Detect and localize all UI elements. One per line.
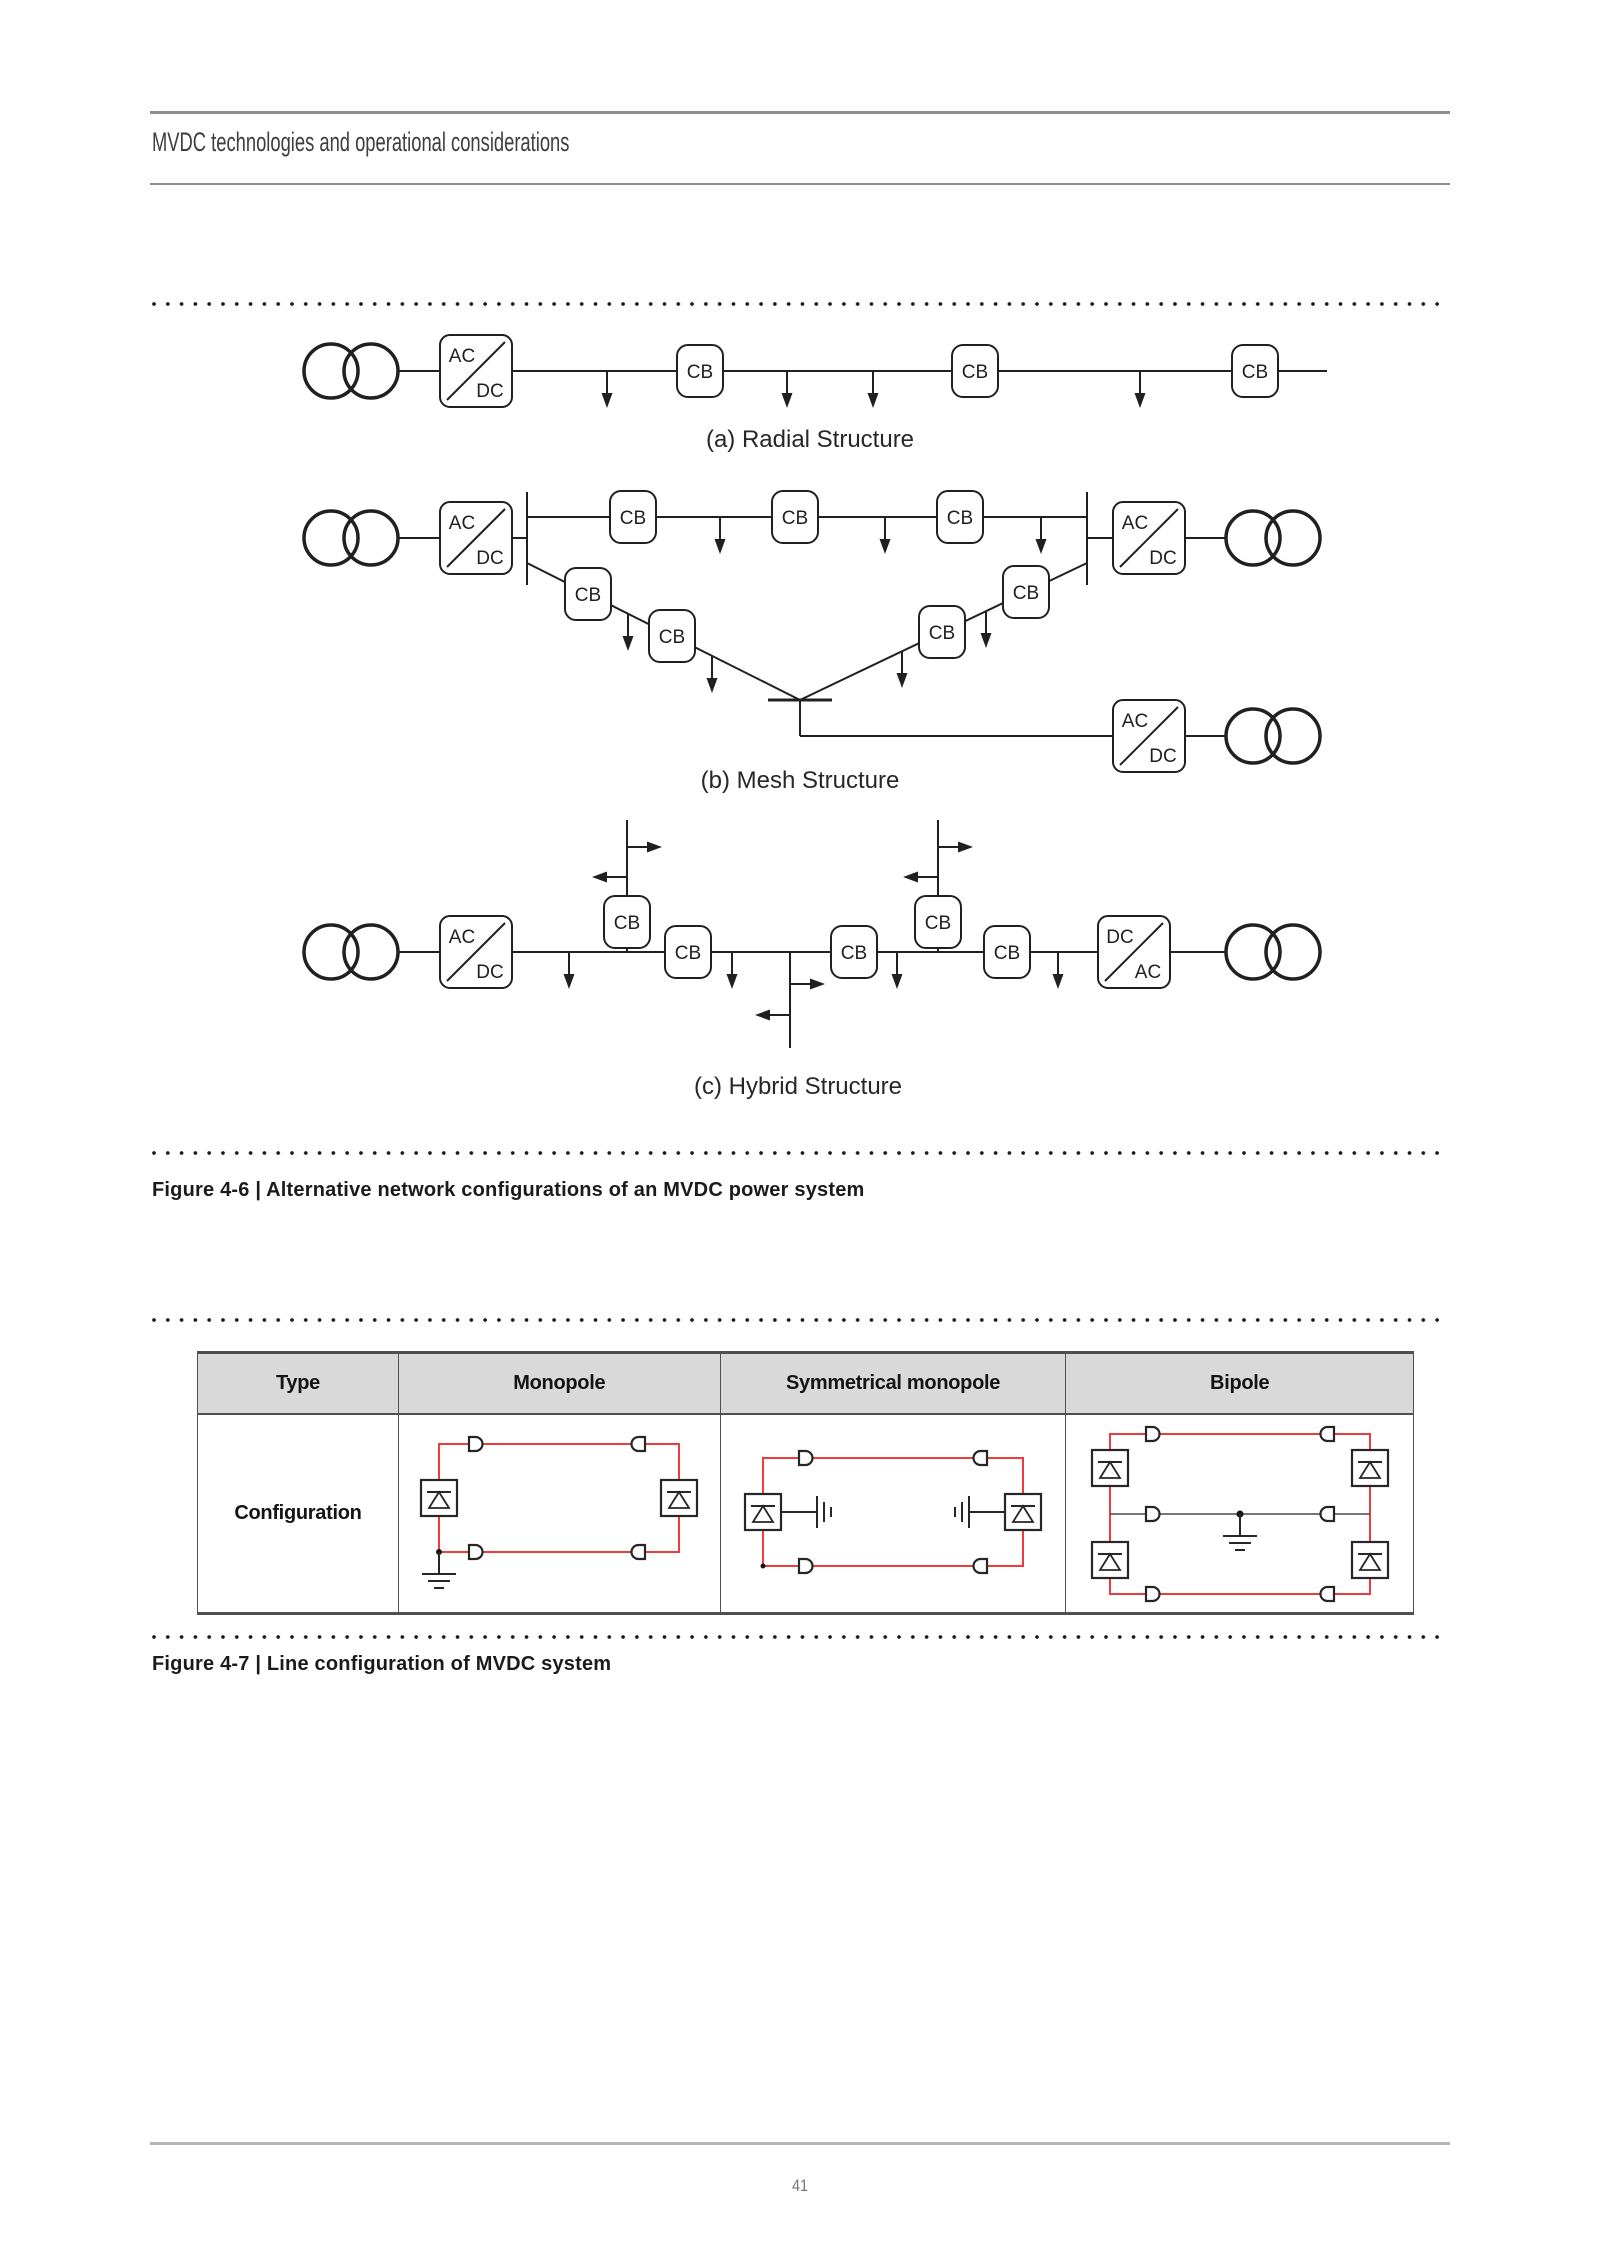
load-arrow-icon — [602, 371, 613, 408]
load-arrow-icon — [727, 952, 738, 989]
flow-arrow-right-icon — [790, 979, 825, 990]
ac-dc-converter-icon — [1113, 502, 1185, 574]
converter-valve-icon — [1092, 1450, 1128, 1486]
cable-joint-icon — [469, 1437, 483, 1451]
sub-caption-c: (c) Hybrid Structure — [693, 1073, 903, 1100]
load-arrow-icon — [782, 371, 793, 408]
header-rule-top — [150, 111, 1450, 114]
converter-valve-icon — [1352, 1542, 1388, 1578]
cable-joint-icon — [1146, 1587, 1160, 1601]
column-header-symmetrical-monopole: Symmetrical monopole — [786, 1372, 1001, 1394]
transformer-icon — [304, 511, 398, 565]
flow-arrow-left-icon — [592, 872, 627, 883]
cable-joint-icon — [1320, 1507, 1334, 1521]
sub-caption-a: (a) Radial Structure — [705, 426, 915, 453]
circuit-breaker-icon — [919, 606, 965, 658]
cable-joint-icon — [799, 1559, 813, 1573]
node-dot — [761, 1563, 766, 1568]
flow-arrow-left-icon — [755, 1010, 790, 1021]
circuit-breaker-icon — [649, 610, 695, 662]
figure-4-6-diagrams — [280, 300, 1360, 1110]
ground-icon — [422, 1552, 456, 1588]
ac-dc-converter-icon — [1113, 700, 1185, 772]
converter-valve-icon — [661, 1480, 697, 1516]
ac-dc-converter-icon — [440, 502, 512, 574]
running-header-title: MVDC technologies and operational considerations — [152, 127, 570, 157]
dotted-separator — [152, 1151, 1442, 1155]
load-arrow-icon — [1053, 952, 1064, 989]
converter-valve-icon — [1005, 1494, 1041, 1530]
mesh-structure-diagram — [304, 491, 1320, 794]
circuit-breaker-icon — [1232, 345, 1278, 397]
page-number: 41 — [791, 2176, 809, 2195]
cable-joint-icon — [974, 1559, 988, 1573]
cable-joint-icon — [799, 1451, 813, 1465]
flow-arrow-right-icon — [938, 842, 973, 853]
ground-icon — [1223, 1514, 1257, 1550]
flow-arrow-right-icon — [627, 842, 662, 853]
load-arrow-icon — [1036, 517, 1047, 554]
load-arrow-icon — [897, 651, 908, 688]
circuit-breaker-icon — [915, 896, 961, 948]
ground-icon — [955, 1496, 969, 1528]
flow-arrow-left-icon — [903, 872, 938, 883]
table-body-row — [198, 1415, 1413, 1612]
hybrid-structure-diagram — [304, 820, 1320, 1100]
converter-valve-icon — [745, 1494, 781, 1530]
transformer-icon — [1226, 511, 1320, 565]
circuit-breaker-icon — [772, 491, 818, 543]
cable-joint-icon — [632, 1545, 646, 1559]
symmetrical-monopole-diagram — [733, 1444, 1053, 1584]
sub-caption-b: (b) Mesh Structure — [700, 767, 900, 794]
circuit-breaker-icon — [665, 926, 711, 978]
monopole-diagram — [409, 1428, 709, 1600]
transformer-icon — [1226, 709, 1320, 763]
dc-ac-converter-icon — [1098, 916, 1170, 988]
circuit-breaker-icon — [984, 926, 1030, 978]
bipole-diagram — [1080, 1421, 1400, 1607]
converter-valve-icon — [1352, 1450, 1388, 1486]
ground-icon — [817, 1496, 831, 1528]
circuit-breaker-icon — [610, 491, 656, 543]
radial-structure-diagram — [304, 335, 1327, 453]
circuit-breaker-icon — [1003, 566, 1049, 618]
load-arrow-icon — [1135, 371, 1146, 408]
transformer-icon — [1226, 925, 1320, 979]
dotted-separator — [152, 1318, 1442, 1322]
dc-loop — [439, 1444, 679, 1552]
column-header-bipole: Bipole — [1210, 1372, 1270, 1394]
load-arrow-icon — [981, 611, 992, 648]
cable-joint-icon — [632, 1437, 646, 1451]
load-arrow-icon — [880, 517, 891, 554]
dotted-separator — [152, 1635, 1442, 1639]
circuit-breaker-icon — [677, 345, 723, 397]
ac-dc-converter-icon — [440, 335, 512, 407]
figure-4-7-caption: Figure 4-7 | Line configuration of MVDC system — [152, 1653, 612, 1675]
circuit-breaker-icon — [952, 345, 998, 397]
column-header-monopole: Monopole — [513, 1372, 606, 1394]
cable-joint-icon — [1320, 1587, 1334, 1601]
circuit-breaker-icon — [565, 568, 611, 620]
load-arrow-icon — [715, 517, 726, 554]
circuit-breaker-icon — [604, 896, 650, 948]
cable-joint-icon — [1146, 1427, 1160, 1441]
circuit-breaker-icon — [937, 491, 983, 543]
cable-joint-icon — [1146, 1507, 1160, 1521]
table-header-row — [198, 1354, 1413, 1415]
column-header-type: Type — [275, 1372, 320, 1394]
line-configuration-table — [197, 1351, 1414, 1615]
load-arrow-icon — [707, 656, 718, 693]
circuit-breaker-icon — [831, 926, 877, 978]
cable-joint-icon — [469, 1545, 483, 1559]
converter-valve-icon — [421, 1480, 457, 1516]
cable-joint-icon — [1320, 1427, 1334, 1441]
row-label-configuration: Configuration — [234, 1502, 362, 1524]
load-arrow-icon — [564, 952, 575, 989]
transformer-icon — [304, 344, 398, 398]
transformer-icon — [304, 925, 398, 979]
load-arrow-icon — [892, 952, 903, 989]
footer-rule — [150, 2142, 1450, 2145]
converter-valve-icon — [1092, 1542, 1128, 1578]
header-rule-bottom — [150, 183, 1450, 185]
ac-dc-converter-icon — [440, 916, 512, 988]
load-arrow-icon — [868, 371, 879, 408]
cable-joint-icon — [974, 1451, 988, 1465]
figure-4-6-caption: Figure 4-6 | Alternative network configurations of an MVDC power system — [152, 1179, 865, 1201]
load-arrow-icon — [623, 614, 634, 651]
